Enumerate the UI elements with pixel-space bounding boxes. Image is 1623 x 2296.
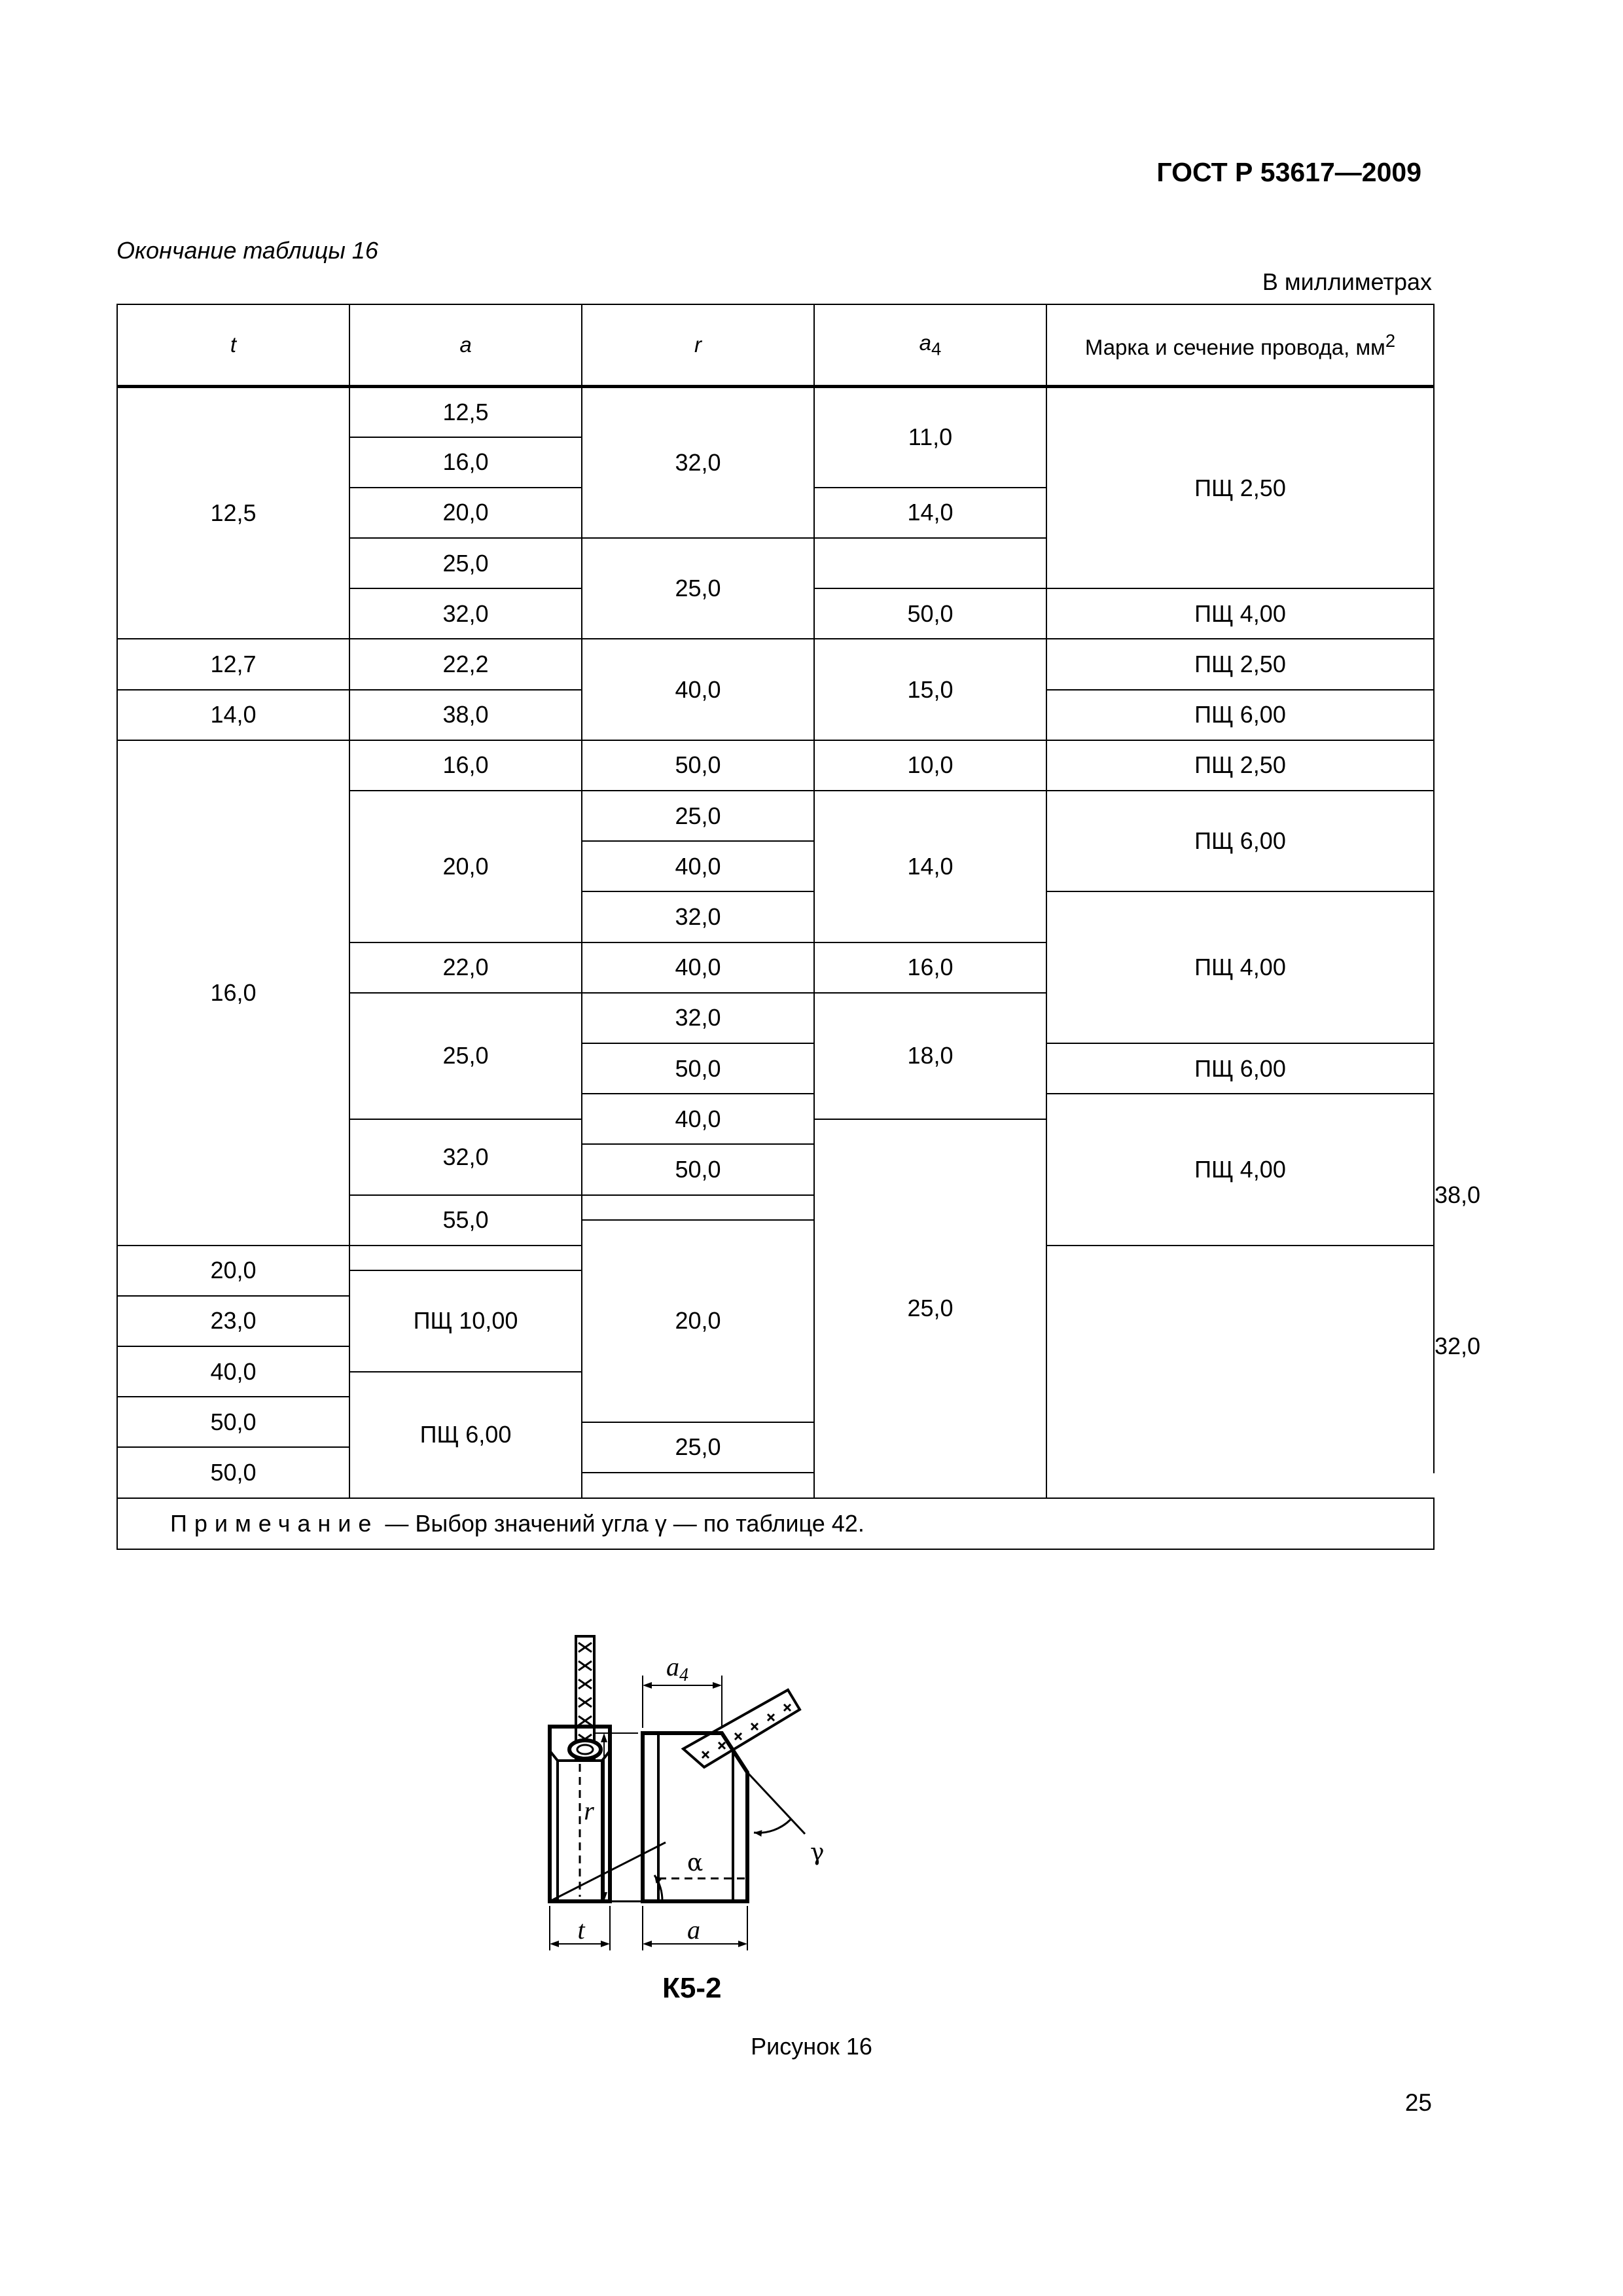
cell-wire: ПЩ 6,00 (1046, 1043, 1434, 1094)
cell-a4: 11,0 (814, 387, 1046, 488)
cell-a: 22,2 (349, 639, 582, 689)
cell-wire: ПЩ 2,50 (1046, 740, 1434, 791)
cell-a4: 15,0 (814, 639, 1046, 740)
cell-a: 16,0 (349, 740, 582, 791)
cell-wire: ПЩ 10,00 (349, 1270, 582, 1371)
cell-r: 40,0 (582, 639, 814, 740)
cell-r: 32,0 (582, 891, 814, 942)
cell-wire: ПЩ 6,00 (349, 1372, 582, 1498)
col-header-a4 (814, 304, 1046, 387)
col-header-r: r (582, 304, 814, 387)
col-header-wire-base: Марка и сечение провода, мм (1084, 334, 1385, 359)
cell-r: 20,0 (117, 1246, 349, 1296)
cell-a: 16,0 (349, 437, 582, 488)
col-header-a4-sub: 4 (931, 338, 942, 359)
units-label: В миллиметрах (1262, 268, 1432, 295)
table-row (117, 387, 1434, 412)
note-row (117, 1498, 1434, 1549)
cell-r: 50,0 (582, 1144, 814, 1194)
cell-r: 50,0 (117, 1397, 349, 1447)
cell-a: 25,0 (349, 538, 582, 588)
note-label: Примечание (170, 1509, 379, 1537)
cell-wire: ПЩ 6,00 (1046, 690, 1434, 740)
cell-t: 25,0 (582, 1422, 814, 1473)
cell-a: 12,5 (349, 387, 582, 437)
table-caption: Окончание таблицы 16 (116, 237, 378, 264)
cell-r: 50,0 (814, 588, 1046, 639)
fig-label-t: t (577, 1915, 585, 1945)
cell-wire: ПЩ 2,50 (1046, 387, 1434, 589)
col-header-a: a (349, 304, 582, 387)
cell-a: 32,0 (349, 588, 582, 639)
table-row: 20,0 32,0 (117, 1220, 1434, 1246)
cell-a4: 25,0 (582, 538, 814, 639)
cell-r: 40,0 (582, 1094, 814, 1144)
fig-label-r: r (584, 1796, 594, 1825)
fig-label-alpha: α (687, 1850, 704, 1876)
fig-label-a4-base: a (666, 1652, 679, 1681)
cell-a: 22,0 (349, 942, 582, 993)
cell-t: 16,0 (117, 740, 349, 1246)
cell-t: 14,0 (117, 690, 349, 740)
table-row (117, 639, 1434, 664)
cell-wire: ПЩ 6,00 (1046, 791, 1434, 891)
table-row (117, 740, 1434, 766)
cell-r: 50,0 (117, 1447, 349, 1498)
cell-t: 12,5 (117, 387, 349, 639)
cell-a: 20,0 (349, 488, 582, 538)
col-header-wire (1046, 304, 1434, 387)
cell-a: 32,0 (349, 1119, 582, 1195)
cell-a4: 14,0 (814, 488, 1046, 538)
cell-a: 38,0 (349, 690, 582, 740)
cell-r: 55,0 (349, 1195, 582, 1246)
cell-r: 50,0 (582, 740, 814, 791)
col-header-wire-sup: 2 (1385, 330, 1396, 351)
col-header-a4-base: a (919, 330, 932, 355)
cell-r: 25,0 (582, 791, 814, 841)
cell-r: 40,0 (582, 942, 814, 993)
fig-label-gamma: γ (810, 1839, 825, 1866)
cell-r: 50,0 (582, 1043, 814, 1094)
cell-a4: 25,0 (814, 1119, 1046, 1498)
cell-wire: ПЩ 4,00 (1046, 588, 1434, 639)
brush-drawing (510, 1623, 1060, 1990)
cell-a: 20,0 (349, 791, 582, 942)
cell-wire: ПЩ 4,00 (1046, 891, 1434, 1043)
page-number: 25 (1404, 2089, 1432, 2116)
figure-title: К5-2 (662, 1972, 722, 2004)
col-header-t: t (117, 304, 349, 387)
cell-wire: ПЩ 4,00 (1046, 1094, 1434, 1246)
fig-label-a4-sub: 4 (679, 1665, 688, 1685)
fig-label-a: a (687, 1915, 700, 1945)
note-text: — Выбор значений угла γ — по таблице 42. (378, 1509, 865, 1537)
table-row: 38,0 (1435, 1181, 1481, 1208)
table-note (117, 1498, 1434, 1549)
cell-wire: ПЩ 2,50 (1046, 639, 1434, 689)
front-view (596, 1676, 805, 1950)
cell-a: 25,0 (349, 993, 582, 1119)
cell-r: 32,0 (582, 387, 814, 539)
figure-caption: Рисунок 16 (751, 2033, 872, 2060)
cell-t: 20,0 (582, 1220, 814, 1422)
cell-r: 32,0 (582, 993, 814, 1043)
cell-a4: 10,0 (814, 740, 1046, 791)
cell-a4: 16,0 (814, 942, 1046, 993)
fig-label-a4 (666, 1652, 688, 1685)
cell-a4: 18,0 (814, 993, 1046, 1119)
cell-r: 40,0 (117, 1346, 349, 1397)
dimensions-table (116, 304, 1481, 1550)
cell-a4: 14,0 (814, 791, 1046, 942)
table-header-row (117, 304, 1434, 387)
cell-r: 40,0 (582, 841, 814, 891)
cell-t: 12,7 (117, 639, 349, 689)
standard-number: ГОСТ Р 53617—2009 (1156, 157, 1421, 187)
cell-r: 23,0 (117, 1296, 349, 1346)
